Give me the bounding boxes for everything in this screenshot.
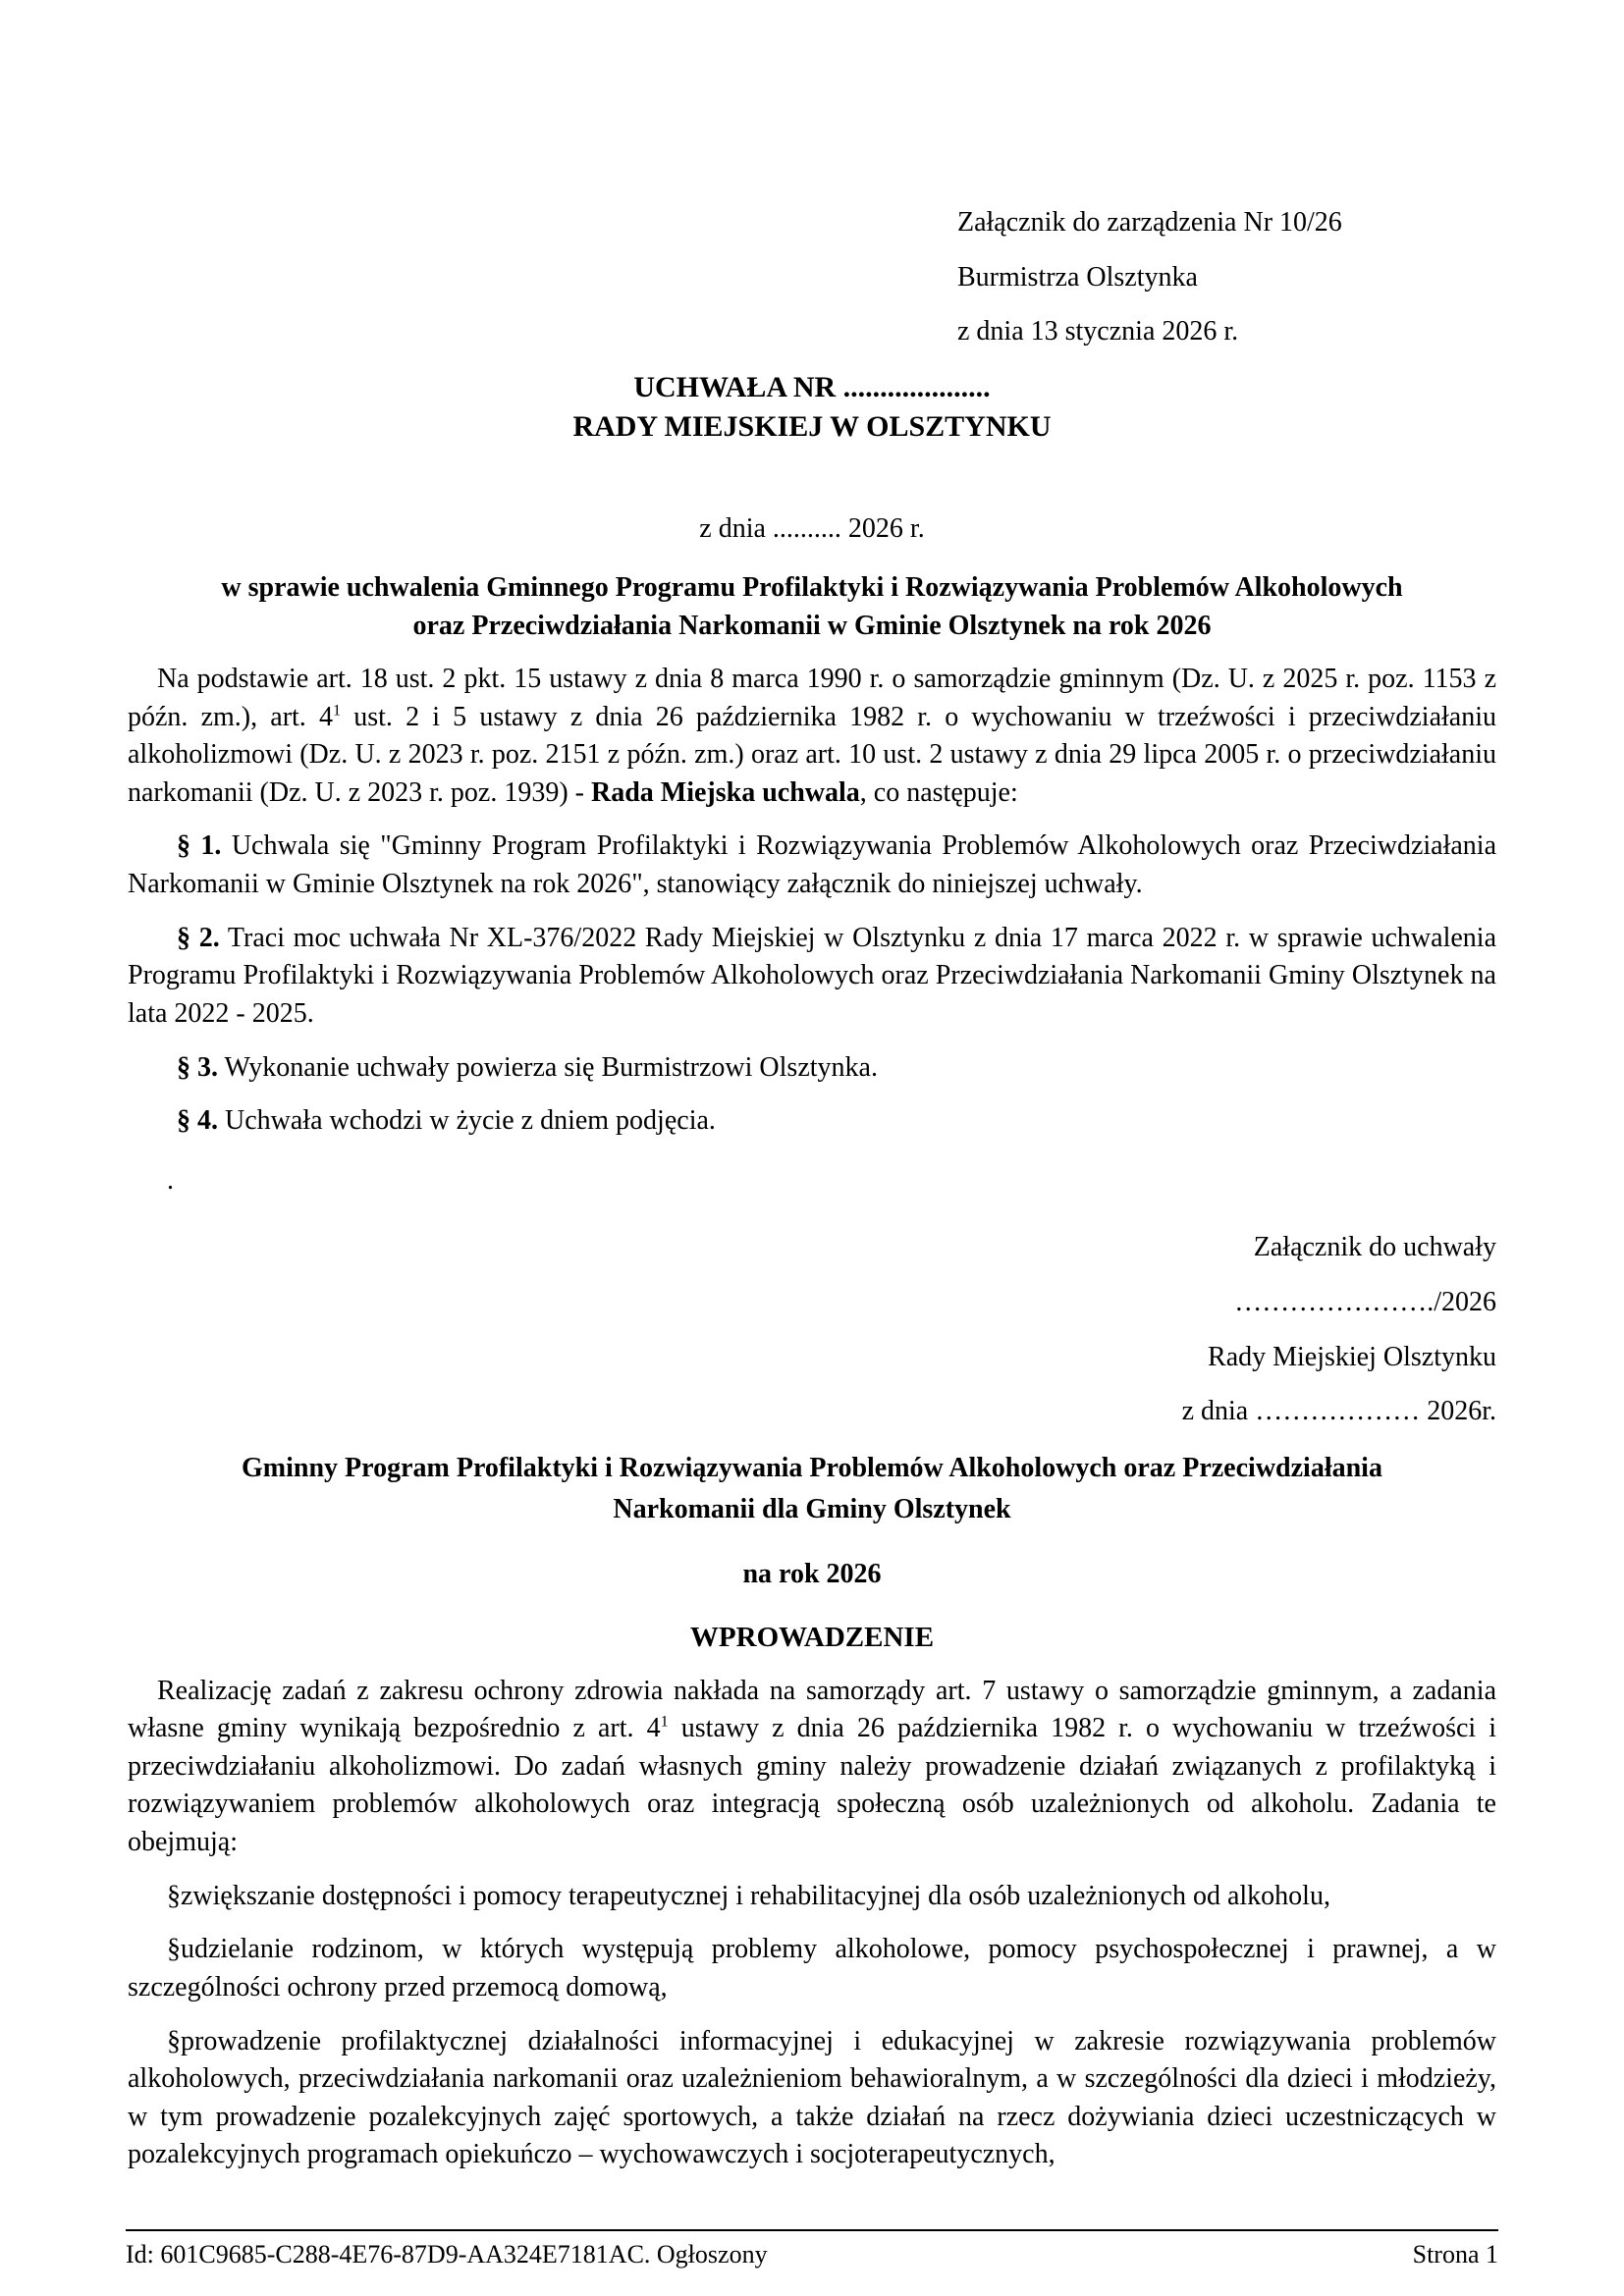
section-text-1: Uchwala się "Gminny Program Profilaktyki i Rozwiązywania Problemów Alkoholowych oraz Przeciwdziałania Narkomanii w Gminie Olsztynek na rok 2026", stanowiący załącznik do niniejszej uchwały. [128,830,1497,899]
resolution-attachment-note [128,1229,1496,1431]
resolution-date-line: z dnia .......... 2026 r. [699,512,925,544]
program-title-line2: Narkomanii dla Gminy Olsztynek [613,1493,1011,1524]
introduction-text-1: Realizację zadań z zakresu ochrony zdrowia nakłada na samorządy art. 7 ustawy o samorządzie gminnym, a zadania własne gminy wynikają bezpośrednio z art. 4 [128,1675,1496,1744]
section-text-4: Uchwała wchodzi w życie z dniem podjęcia. [218,1105,716,1137]
legal-basis-text-3: , co następuje: [859,776,1018,808]
program-title [128,1448,1496,1530]
resolution-number-line: UCHWAŁA NR .................... [633,370,991,403]
resolution-subject-line1: w sprawie uchwalenia Gminnego Programu Profilaktyki i Rozwiązywania Problemów Alkoholowych [221,571,1403,603]
legal-basis-bold-text: Rada Miejska uchwala [591,776,860,808]
order-attachment-note-line1: Załącznik do zarządzenia Nr 10/26 [957,207,1342,238]
program-year-line: na rok 2026 [742,1558,882,1589]
page-number: Strona 1 [1412,2240,1498,2269]
section-label-1: § 1. [177,830,222,862]
resolution-attachment-line2: …………………./2026 [1234,1287,1496,1317]
section-text-3: Wykonanie uchwały powierza się Burmistrzowi Olsztynka. [218,1051,878,1083]
section-label-2: § 2. [177,922,220,953]
legal-basis-superscript: 1 [332,701,342,720]
task-bullet-2: §udzielanie rodzinom, w których występują problemy alkoholowe, pomocy psychospołecznej i prawnej, a w szczególności ochrony przed przemocą domową, [128,1934,1496,2002]
section-paragraph-4 [128,1102,1496,1141]
program-title-line1: Gminny Program Profilaktyki i Rozwiązywania Problemów Alkoholowych oraz Przeciwdziałania [242,1452,1382,1483]
council-name-line: RADY MIEJSKIEJ W OLSZTYNKU [572,410,1052,444]
introduction-heading: WPROWADZENIE [689,1621,935,1653]
stray-dot: . [167,1164,174,1196]
resolution-attachment-line1: Załącznik do uchwały [1253,1232,1496,1263]
legal-basis-paragraph [128,661,1496,813]
legal-basis-text-1: Na podstawie art. 18 ust. 2 pkt. 15 ustawy z dnia 8 marca 1990 r. o samorządzie gminnym (Dz. U. z 2025 r. poz. 1153 z późn. zm.), art. 4 [128,663,1496,732]
resolution-attachment-line4: z dnia ……………… 2026r. [1181,1396,1496,1427]
order-attachment-note [957,204,1496,351]
section-paragraph-3 [128,1049,1496,1088]
task-bullet-1: §zwiększanie dostępności i pomocy terapeutycznej i rehabilitacyjnej dla osób uzależnionych od alkoholu, [167,1880,1330,1911]
section-paragraph-1 [128,828,1496,903]
order-attachment-note-line3: z dnia 13 stycznia 2026 r. [957,316,1239,347]
document-id-text: Id: 601C9685-C288-4E76-87D9-AA324E7181AC. Ogłoszony [126,2240,768,2269]
section-paragraph-2 [128,920,1496,1034]
resolution-subject [128,568,1496,645]
page-footer [126,2229,1498,2272]
task-bullet-3: §prowadzenie profilaktycznej działalności informacyjnej i edukacyjnej w zakresie rozwiązywania problemów alkoholowych, przeciwdziałania narkomanii oraz uzależnieniom behawioralnym, a w szczególności dla dzieci i młodzieży, w tym prowadzenie pozalekcyjnych zajęć sportowych, a także działań na rzecz dożywiania dzieci uczestniczących w pozalekcyjnych programach opiekuńczo – wychowawczych i socjoterapeutycznych, [128,2025,1496,2170]
resolution-attachment-line3: Rady Miejskiej Olsztynku [1208,1341,1496,1372]
order-attachment-note-line2: Burmistrza Olsztynka [957,261,1198,293]
resolution-title [128,368,1496,448]
legal-basis-text-2: ust. 2 i 5 ustawy z dnia 26 października 1982 r. o wychowaniu w trzeźwości i przeciwdziałaniu alkoholizmowi (Dz. U. z 2023 r. poz. 2151 z późn. zm.) oraz art. 10 ust. 2 ustawy z dnia 29 lipca 2005 r. o przeciwdziałaniu narkomanii (Dz. U. z 2023 r. poz. 1939) - [128,701,1496,808]
section-label-3: § 3. [177,1051,218,1083]
section-label-4: § 4. [177,1105,218,1137]
section-text-2: Traci moc uchwała Nr XL-376/2022 Rady Miejskiej w Olsztynku z dnia 17 marca 2022 r. w sprawie uchwalenia Programu Profilaktyki i Rozwiązywania Problemów Alkoholowych oraz Przeciwdziałania Narkomanii Gminy Olsztynek na lata 2022 - 2025. [128,922,1496,1029]
introduction-paragraph [128,1673,1496,1862]
introduction-superscript: 1 [660,1712,669,1731]
introduction-text-2: ustawy z dnia 26 października 1982 r. o wychowaniu w trzeźwości i przeciwdziałaniu alkoholizmowi. Do zadań własnych gminy należy prowadzenie działań związanych z profilaktyką i rozwiązywaniem problemów alkoholowych oraz integracją społeczną osób uzależnionych od alkoholu. Zadania te obejmują: [128,1713,1497,1858]
resolution-subject-line2: oraz Przeciwdziałania Narkomanii w Gminie Olsztynek na rok 2026 [412,610,1212,641]
